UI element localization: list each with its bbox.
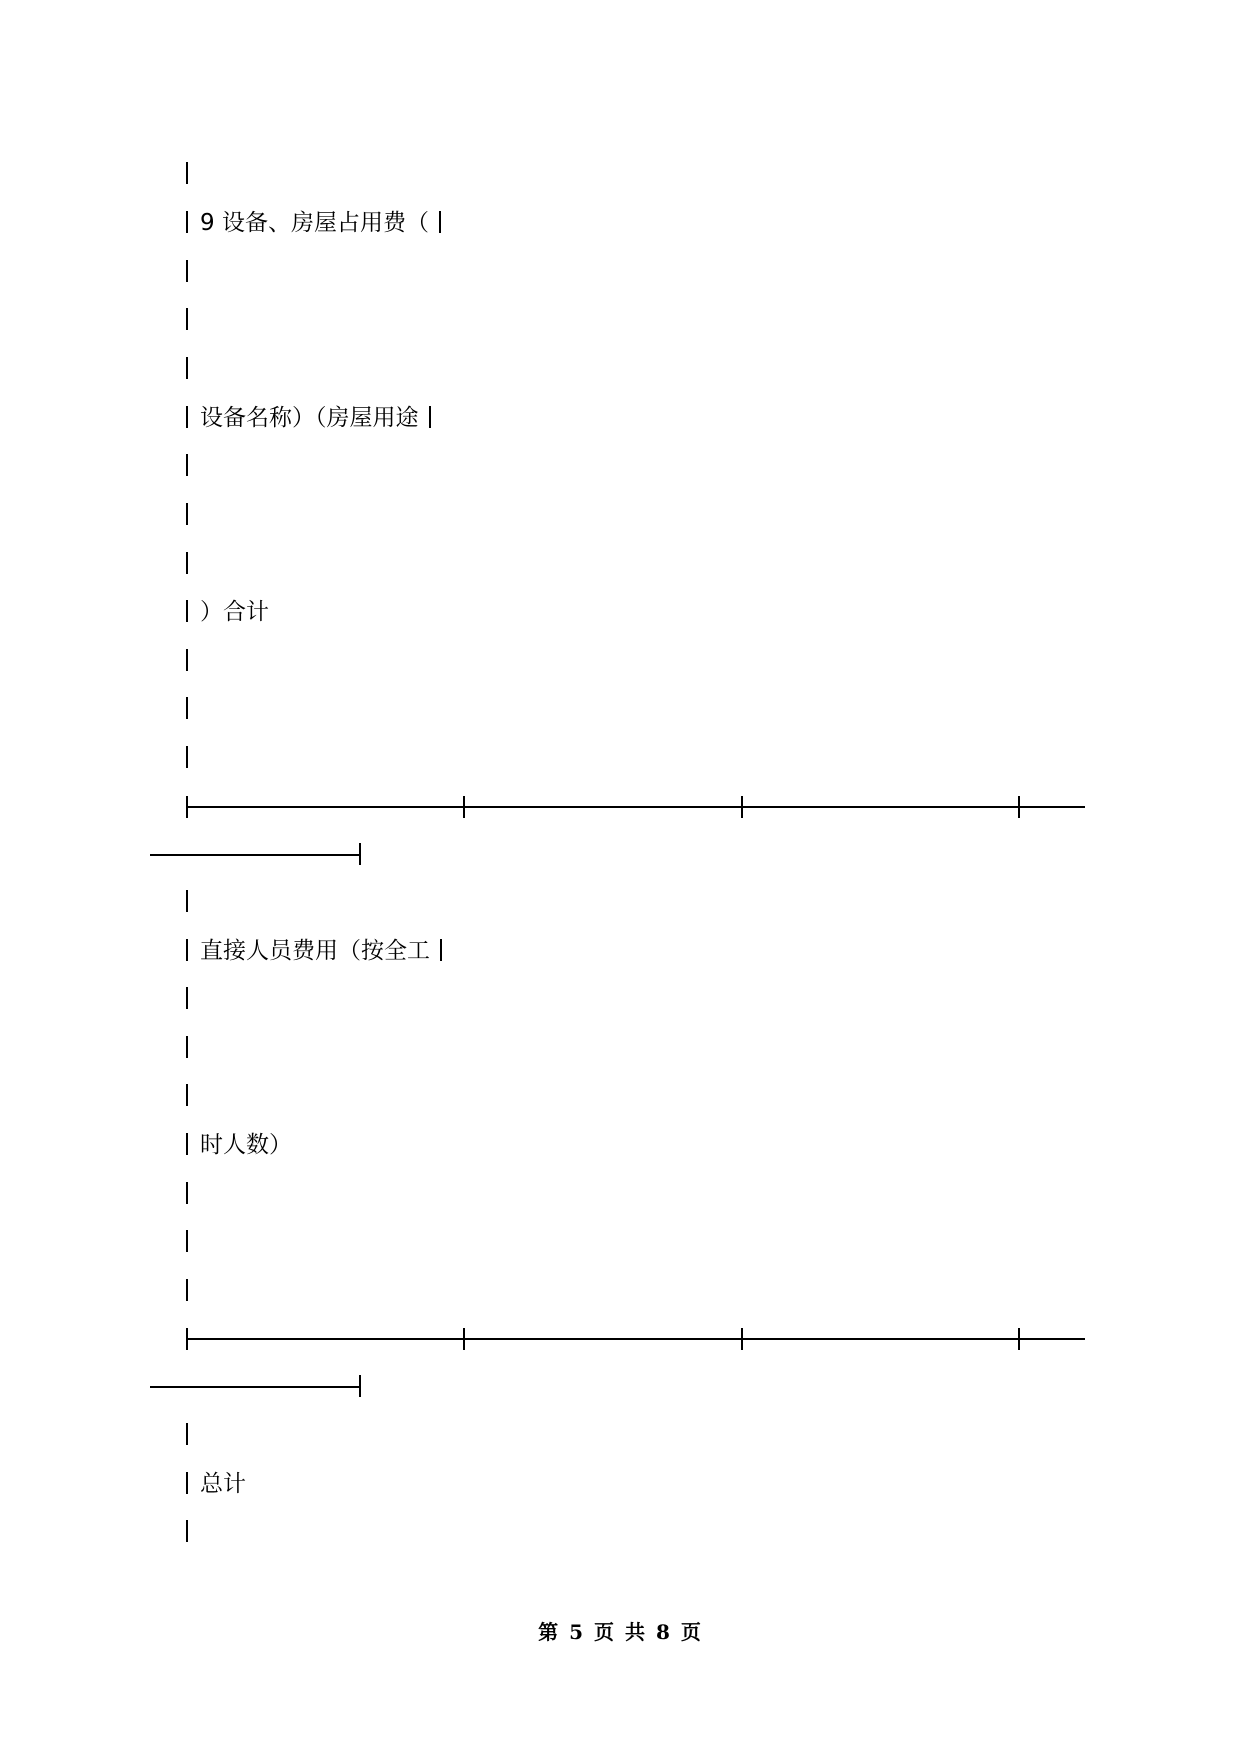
table-border-line bbox=[186, 355, 188, 383]
table-row bbox=[186, 209, 441, 237]
table-border-line bbox=[186, 1277, 188, 1305]
table-border-line bbox=[186, 550, 188, 578]
table-border-line bbox=[186, 258, 188, 286]
table-row bbox=[186, 1131, 292, 1159]
table-border-line bbox=[186, 985, 188, 1013]
row-label-equipment-house-fee: 9 设备、房屋占用费（ bbox=[200, 210, 429, 236]
table-border-line bbox=[186, 695, 188, 723]
table-border-line bbox=[186, 306, 188, 334]
table-border-line bbox=[186, 647, 188, 675]
table-row bbox=[186, 404, 431, 432]
table-border-line bbox=[186, 888, 188, 916]
footer-page-number: 5 bbox=[569, 1620, 586, 1644]
table-row bbox=[186, 937, 442, 965]
table-border-line bbox=[186, 1082, 188, 1110]
table-border-line bbox=[186, 744, 188, 772]
footer-page-word: 页 bbox=[594, 1620, 617, 1644]
table-border-line bbox=[186, 1034, 188, 1062]
page-footer bbox=[0, 1616, 1241, 1645]
row-label-person-hours: 时人数） bbox=[200, 1132, 292, 1158]
table-border-line bbox=[186, 160, 188, 188]
table-border-line bbox=[186, 1180, 188, 1208]
footer-total-word: 共 bbox=[624, 1620, 647, 1644]
row-label-direct-personnel-cost: 直接人员费用（按全工 bbox=[200, 938, 430, 964]
table-row bbox=[186, 1470, 246, 1498]
table-border-line bbox=[186, 452, 188, 480]
table-border-line bbox=[186, 501, 188, 529]
table-border-line bbox=[186, 1421, 188, 1449]
table-border-line bbox=[186, 1228, 188, 1256]
footer-prefix: 第 bbox=[538, 1620, 561, 1644]
table-row bbox=[186, 598, 269, 626]
table-border-line bbox=[186, 1518, 188, 1546]
row-label-equipment-name: 设备名称）（房屋用途 bbox=[200, 405, 419, 431]
row-label-subtotal: ）合计 bbox=[200, 599, 269, 625]
footer-suffix: 页 bbox=[680, 1620, 703, 1644]
footer-total-pages: 8 bbox=[655, 1620, 672, 1644]
row-label-grand-total: 总计 bbox=[200, 1471, 246, 1497]
